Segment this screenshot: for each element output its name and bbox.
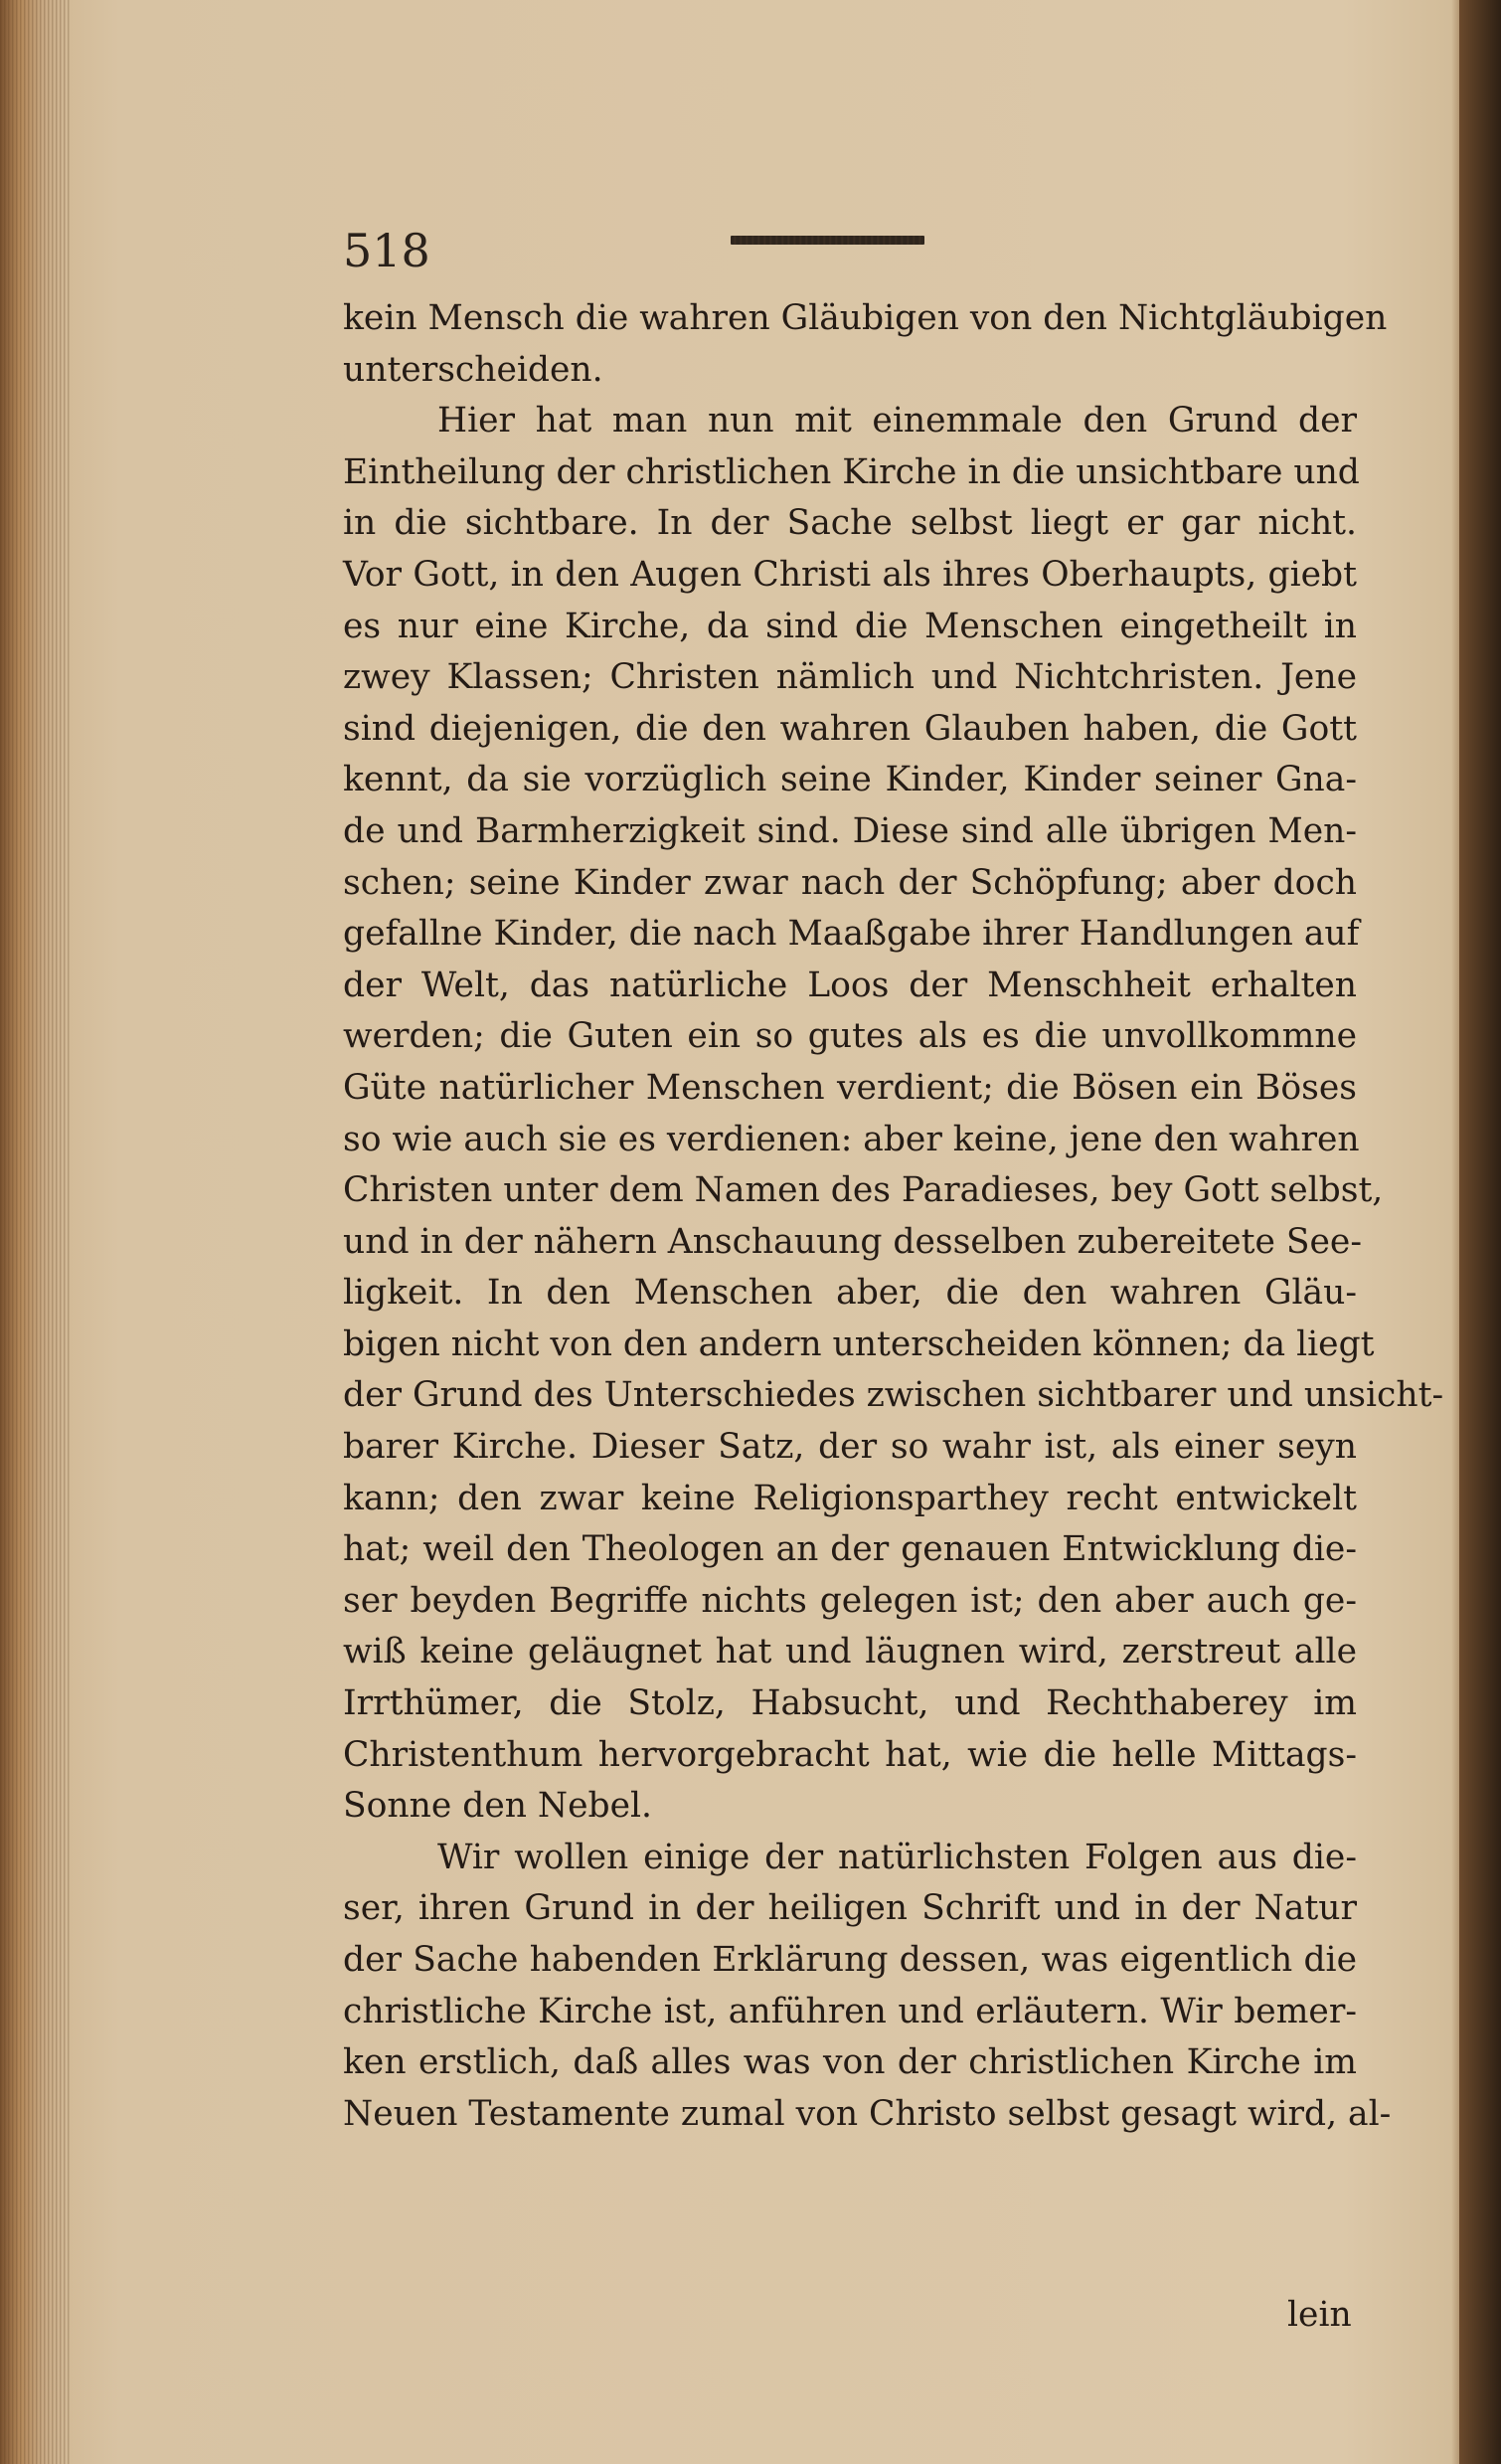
text-line: der Sache habenden Erklärung dessen, was eigentlich die (343, 1940, 1357, 1980)
catchword: lein (1287, 2295, 1352, 2335)
book-spine-edge (0, 0, 70, 2464)
text-line: Güte natürlicher Menschen verdient; die Bösen ein Böses (343, 1067, 1357, 1108)
text-line: Christenthum hervorgebracht hat, wie die helle Mittags- (343, 1734, 1357, 1775)
text-line: und in der nähern Anschauung desselben zubereitete See- (343, 1221, 1362, 1262)
text-line: hat; weil den Theologen an der genauen Entwicklung die- (343, 1529, 1357, 1570)
text-line: kennt, da sie vorzüglich seine Kinder, Kinder seiner Gna- (343, 760, 1357, 800)
text-line: sind diejenigen, die den wahren Glauben haben, die Gott (343, 708, 1357, 749)
text-line: Hier hat man nun mit einemmale den Grund der (437, 401, 1357, 441)
text-line: so wie auch sie es verdienen: aber keine, jene den wahren (343, 1119, 1360, 1159)
text-line: Christen unter dem Namen des Paradieses, bey Gott selbst, (343, 1170, 1384, 1211)
text-line: bigen nicht von den andern unterscheiden können; da liegt (343, 1323, 1375, 1364)
text-line: Eintheilung der christlichen Kirche in die unsichtbare und (343, 451, 1360, 492)
text-line: Irrthümer, die Stolz, Habsucht, und Rechthaberey im (343, 1683, 1357, 1724)
body-text (343, 293, 1444, 2140)
text-line: kann; den zwar keine Religionsparthey recht entwickelt (343, 1478, 1357, 1518)
page-header (343, 224, 1377, 283)
text-line: der Grund des Unterschiedes zwischen sichtbarer und unsicht- (343, 1375, 1444, 1416)
text-line: ser beyden Begriffe nichts gelegen ist; den aber auch ge- (343, 1580, 1357, 1621)
text-line: Vor Gott, in den Augen Christi als ihres Oberhaupts, giebt (343, 554, 1357, 595)
text-line: kein Mensch die wahren Gläubigen von den Nichtgläubigen (343, 298, 1388, 338)
text-line: christliche Kirche ist, anführen und erläutern. Wir bemer- (343, 1991, 1357, 2031)
text-line: zwey Klassen; Christen nämlich und Nichtchristen. Jene (343, 657, 1357, 698)
text-line: in die sichtbare. In der Sache selbst liegt er gar nicht. (343, 503, 1357, 544)
text-line: Neuen Testamente zumal von Christo selbst gesagt wird, al- (343, 2093, 1392, 2134)
text-line: werden; die Guten ein so gutes als es die unvollkommne (343, 1016, 1357, 1057)
text-line: ser, ihren Grund in der heiligen Schrift und in der Natur (343, 1888, 1357, 1929)
text-line: de und Barmherzigkeit sind. Diese sind alle übrigen Men- (343, 810, 1357, 851)
text-line: schen; seine Kinder zwar nach der Schöpfung; aber doch (343, 862, 1357, 903)
text-line: ken erstlich, daß alles was von der christlichen Kirche im (343, 2042, 1357, 2083)
text-line: Wir wollen einige der natürlichsten Folgen aus die- (437, 1837, 1357, 1877)
text-line: unterscheiden. (343, 349, 603, 390)
text-line: Sonne den Nebel. (343, 1786, 653, 1827)
text-line: ligkeit. In den Menschen aber, die den wahren Gläu- (343, 1273, 1357, 1314)
book-fore-edge (1459, 0, 1501, 2464)
text-line: der Welt, das natürliche Loos der Menschheit erhalten (343, 965, 1357, 1005)
text-line: gefallne Kinder, die nach Maaßgabe ihrer Handlungen auf (343, 914, 1360, 955)
page-number: 518 (343, 224, 430, 277)
text-line: es nur eine Kirche, da sind die Menschen eingetheilt in (343, 606, 1357, 646)
text-line: barer Kirche. Dieser Satz, der so wahr ist, als einer seyn (343, 1427, 1357, 1468)
header-ornament-rule (731, 236, 924, 245)
text-line: wiß keine geläugnet hat und läugnen wird, zerstreut alle (343, 1632, 1357, 1672)
